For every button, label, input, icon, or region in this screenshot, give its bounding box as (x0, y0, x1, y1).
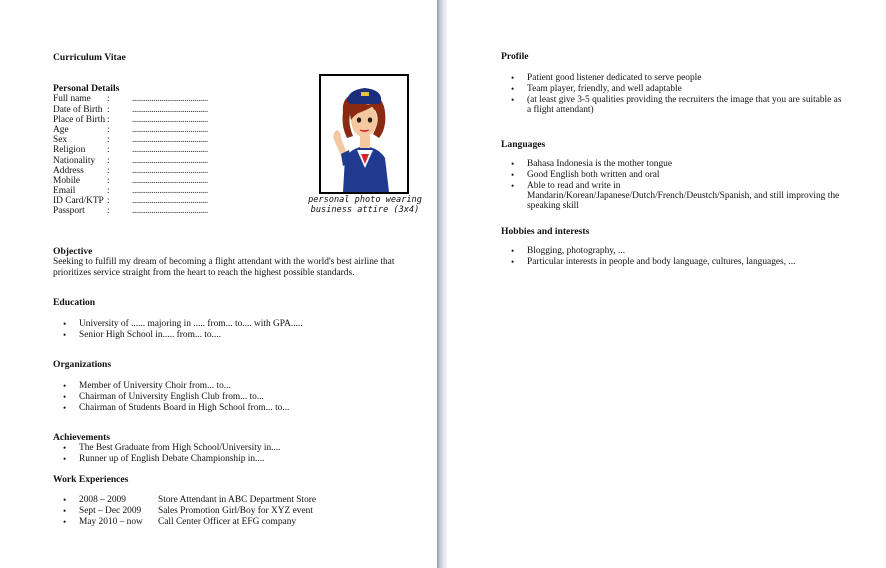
personal-detail-value: ....................................... (132, 206, 208, 217)
personal-detail-row (53, 166, 233, 176)
work-period: May 2010 – now (79, 516, 143, 527)
page-right (447, 0, 886, 568)
page-left (0, 0, 437, 568)
work-description: Sales Promotion Girl/Boy for XYZ event (158, 506, 313, 516)
work-period: Sept – Dec 2009 (79, 506, 142, 516)
organizations-section (53, 360, 289, 413)
work-experiences-heading: Work Experiences (53, 474, 129, 485)
list-item: • The Best Graduate from High School/University in.... (53, 443, 281, 454)
objective-heading: Objective (53, 246, 93, 257)
personal-detail-row (53, 176, 233, 186)
personal-detail-label: Date of Birth (53, 104, 103, 115)
list-item: • Patient good listener dedicated to serve people (501, 73, 846, 84)
personal-detail-row (53, 105, 233, 115)
page-gutter (437, 0, 447, 568)
personal-detail-value: ....................................... (132, 104, 208, 115)
personal-detail-colon: : (107, 206, 110, 217)
personal-detail-colon: : (107, 114, 110, 125)
list-item: • Member of University Choir from... to... (53, 381, 289, 392)
personal-detail-row (53, 186, 233, 196)
languages-list (501, 159, 846, 211)
list-item (53, 495, 316, 506)
education-list (53, 319, 303, 340)
list-item: • Able to read and write in Mandarin/Korean/Japanese/Dutch/French/Deustch/Spanish, and still improving the speaking skill (501, 181, 846, 212)
personal-detail-value: ....................................... (132, 186, 208, 197)
achievements-heading: Achievements (53, 432, 111, 443)
objective-section (53, 247, 398, 278)
profile-heading: Profile (501, 51, 529, 62)
personal-detail-colon: : (107, 155, 110, 166)
personal-detail-value: ....................................... (132, 145, 208, 156)
personal-detail-value: ....................................... (132, 135, 208, 146)
personal-detail-row (53, 94, 233, 104)
personal-detail-value: ....................................... (132, 196, 208, 207)
personal-detail-colon: : (107, 124, 110, 135)
personal-detail-row (53, 135, 233, 145)
organizations-list (53, 381, 289, 413)
personal-detail-value: ....................................... (132, 165, 208, 176)
cv-title: Curriculum Vitae (53, 52, 126, 63)
personal-detail-label: Address (53, 165, 84, 176)
personal-detail-label: Passport (53, 206, 85, 217)
personal-detail-colon: : (107, 104, 110, 115)
personal-detail-label: Religion (53, 145, 86, 156)
personal-detail-value: ....................................... (132, 175, 208, 186)
personal-detail-colon: : (107, 165, 110, 176)
personal-detail-row (53, 156, 233, 166)
list-item: • Senior High School in..... from... to.... (53, 330, 303, 341)
list-item: • Chairman of Students Board in High School from... to... (53, 403, 289, 414)
languages-section (501, 140, 846, 212)
personal-detail-label: Mobile (53, 175, 81, 186)
personal-details-heading: Personal Details (53, 83, 120, 94)
personal-detail-row (53, 115, 233, 125)
photo-caption: personal photo wearing business attire (3x4) (308, 195, 422, 216)
personal-detail-label: Full name (53, 94, 91, 105)
personal-detail-value: ....................................... (132, 94, 208, 105)
list-item: • Chairman of University English Club from... to... (53, 392, 289, 403)
profile-section (501, 52, 846, 115)
personal-detail-value: ....................................... (132, 124, 208, 135)
photo-placeholder (319, 74, 409, 194)
education-heading: Education (53, 297, 96, 308)
list-item: • Blogging, photography, ... (501, 246, 846, 257)
work-experiences-list (53, 495, 316, 527)
list-item: • (at least give 3-5 qualities providing the recruiters the image that you are suitable as a flight attendant) (501, 95, 846, 116)
personal-detail-colon: : (107, 145, 110, 156)
personal-detail-label: Age (53, 124, 69, 135)
flight-attendant-illustration (321, 76, 407, 192)
personal-detail-label: Sex (53, 135, 68, 146)
work-description: Store Attendant in ABC Department Store (158, 495, 317, 506)
work-description: Call Center Officer at EFG company (158, 516, 297, 527)
personal-detail-label: ID Card/KTP (53, 196, 104, 207)
personal-detail-colon: : (107, 135, 110, 146)
list-item: • University of ...... majoring in ..... from... to.... with GPA..... (53, 319, 303, 330)
list-item (53, 517, 316, 528)
personal-detail-value: ....................................... (132, 114, 208, 125)
personal-detail-row (53, 145, 233, 155)
work-period: 2008 – 2009 (79, 495, 126, 506)
list-item: • Bahasa Indonesia is the mother tongue (501, 159, 846, 170)
list-item: • Good English both written and oral (501, 170, 846, 181)
personal-detail-label: Place of Birth (53, 114, 106, 125)
organizations-heading: Organizations (53, 359, 112, 370)
hobbies-section (501, 227, 846, 268)
list-item: • Team player, friendly, and well adaptable (501, 84, 846, 95)
personal-detail-row (53, 125, 233, 135)
hobbies-heading: Hobbies and interests (501, 226, 590, 237)
achievements-list (53, 443, 281, 464)
personal-detail-label: Email (53, 186, 76, 197)
personal-detail-row (53, 206, 233, 216)
achievements-section (53, 433, 281, 465)
personal-details-section (53, 84, 233, 217)
personal-detail-colon: : (107, 175, 110, 186)
list-item: • Runner up of English Debate Championship in.... (53, 454, 281, 465)
personal-detail-row (53, 196, 233, 206)
personal-detail-colon: : (107, 94, 110, 105)
personal-detail-label: Nationality (53, 155, 96, 166)
personal-detail-value: ....................................... (132, 155, 208, 166)
personal-detail-colon: : (107, 186, 110, 197)
personal-detail-colon: : (107, 196, 110, 207)
work-experiences-section (53, 475, 316, 527)
profile-list (501, 73, 846, 115)
objective-text: Seeking to fulfill my dream of becoming a flight attendant with the world's best airline that prioritizes service straight from the heart to reach the highest possible standards. (53, 257, 395, 278)
education-section (53, 298, 303, 341)
list-item: • Particular interests in people and body language, cultures, languages, ... (501, 257, 846, 268)
hobbies-list (501, 246, 846, 267)
list-item (53, 506, 316, 517)
languages-heading: Languages (501, 139, 546, 150)
personal-details-table (53, 94, 233, 216)
